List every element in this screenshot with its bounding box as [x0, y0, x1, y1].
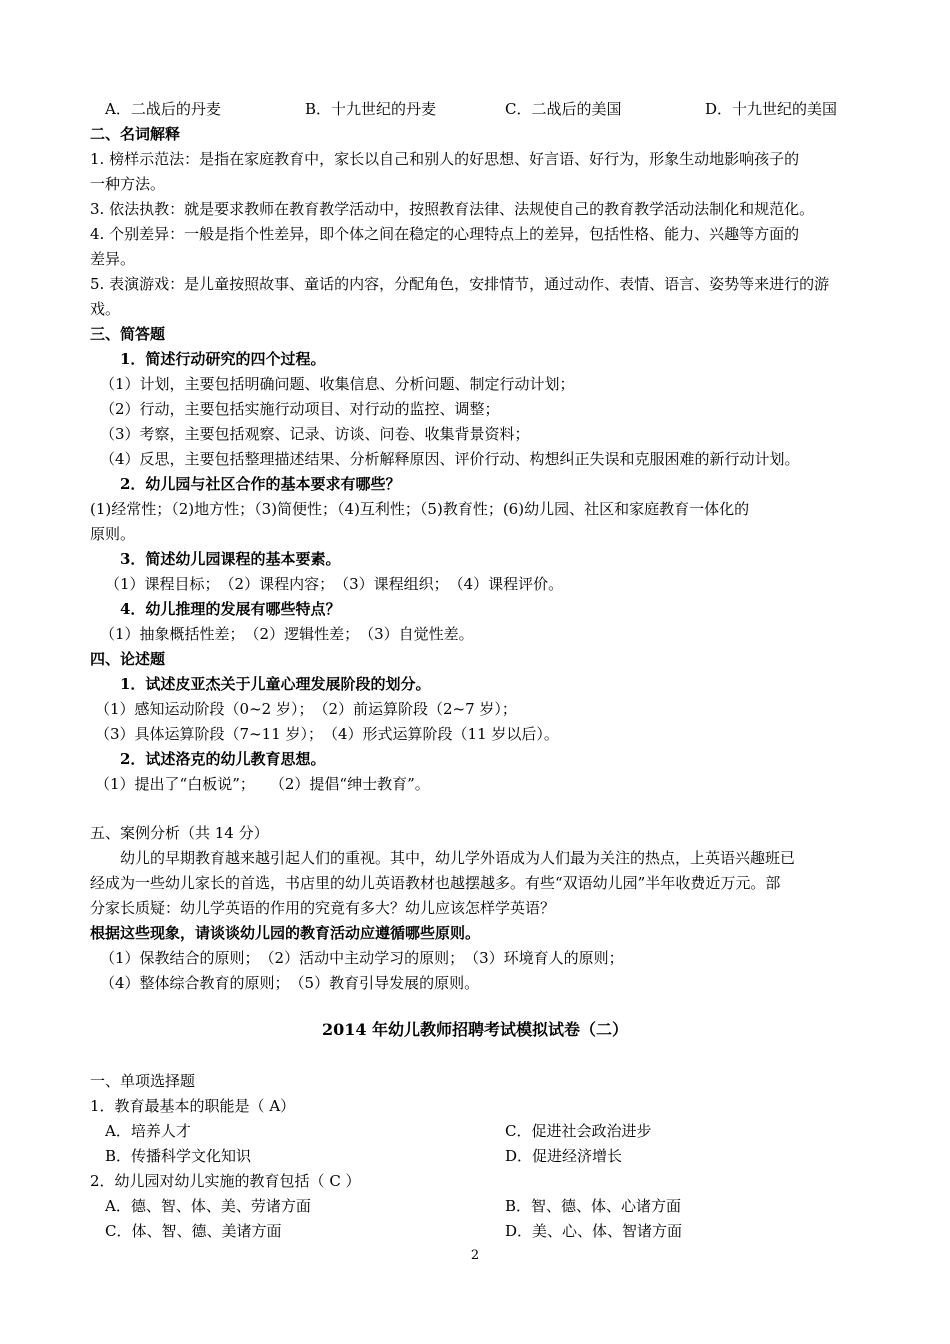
- answer-text: （2）行动，主要包括实施行动项目、对行动的监控、调整；: [100, 400, 500, 418]
- option-c: C．二战后的美国: [505, 100, 622, 118]
- option-d: D．十九世纪的美国: [705, 100, 838, 118]
- option-a: A．二战后的丹麦: [105, 100, 221, 118]
- option-d: D．美、心、体、智诸方面: [505, 1222, 683, 1240]
- option-b: B．传播科学文化知识: [105, 1147, 252, 1165]
- question-text: 1．简述行动研究的四个过程。: [120, 350, 326, 368]
- term-text: 5. 表演游戏：是儿童按照故事、童话的内容，分配角色，安排情节，通过动作、表情、语言、姿势等来进行的游: [90, 275, 830, 293]
- answer-text: （1）课程目标； （2）课程内容； （3）课程组织； （4）课程评价。: [105, 575, 564, 593]
- section-heading: 三、简答题: [90, 325, 166, 343]
- option-d: D．促进经济增长: [505, 1147, 623, 1165]
- answer-text: （1）提出了“白板说”； （2）提倡“绅士教育”。: [95, 775, 430, 793]
- term-text: 3. 依法执教：就是要求教师在教育教学活动中，按照教育法律、法规使自己的教育教学活动法制化和规范化。: [90, 200, 815, 218]
- question-text: 2．幼儿园与社区合作的基本要求有哪些？: [120, 475, 401, 493]
- question-text: 1．试述皮亚杰关于儿童心理发展阶段的划分。: [120, 675, 431, 693]
- answer-text: （1）抽象概括性差； （2）逻辑性差； （3）自觉性差。: [100, 625, 474, 643]
- answer-text: （4）反思，主要包括整理描述结果、分析解释原因、评价行动、构想纠正失误和克服困难的新行动计划。: [100, 450, 800, 468]
- answer-text: （3）具体运算阶段（7~11 岁）； （4）形式运算阶段（11 岁以后）。: [95, 725, 559, 743]
- case-paragraph: 分家长质疑：幼儿学英语的作用的究竟有多大？幼儿应该怎样学英语？: [90, 899, 556, 917]
- case-question: 根据这些现象，请谈谈幼儿园的教育活动应遵循哪些原则。: [90, 924, 481, 942]
- section-heading: 五、案例分析（共 14 分）: [90, 824, 269, 842]
- option-a: A．培养人才: [105, 1122, 191, 1140]
- case-paragraph: 幼儿的早期教育越来越引起人们的重视。其中，幼儿学外语成为人们最为关注的热点，上英语兴趣班已: [120, 849, 796, 867]
- option-b: B．十九世纪的丹麦: [305, 100, 437, 118]
- question-text: 4．幼儿推理的发展有哪些特点？: [120, 600, 341, 618]
- answer-text: (1)经常性；（2)地方性；（3)简便性；（4)互利性；（5)教育性；(6)幼儿园、社区和家庭教育一体化的: [90, 500, 750, 518]
- page-number: 2: [470, 1248, 480, 1263]
- question-text: 2．幼儿园对幼儿实施的教育包括（ C ）: [90, 1172, 361, 1190]
- option-b: B．智、德、体、心诸方面: [505, 1197, 682, 1215]
- case-paragraph: 经成为一些幼儿家长的首选，书店里的幼儿英语教材也越摆越多。有些“双语幼儿园”半年收费近万元。部: [90, 874, 781, 892]
- option-a: A．德、智、体、美、劳诸方面: [105, 1197, 311, 1215]
- term-text: 戏。: [90, 300, 121, 318]
- answer-text: 原则。: [90, 525, 136, 543]
- term-text: 差异。: [90, 250, 136, 268]
- question-text: 2．试述洛克的幼儿教育思想。: [120, 750, 326, 768]
- term-text: 1. 榜样示范法：是指在家庭教育中，家长以自己和别人的好思想、好言语、好行为，形象生动地影响孩子的: [90, 150, 800, 168]
- question-text: 1．教育最基本的职能是（ A）: [90, 1097, 296, 1115]
- term-text: 4. 个别差异：一般是指个性差异，即个体之间在稳定的心理特点上的差异，包括性格、能力、兴趣等方面的: [90, 225, 800, 243]
- term-text: 一种方法。: [90, 175, 166, 193]
- answer-text: （1）计划，主要包括明确问题、收集信息、分析问题、制定行动计划；: [100, 375, 575, 393]
- option-c: C．体、智、德、美诸方面: [105, 1222, 282, 1240]
- answer-text: （3）考察，主要包括观察、记录、访谈、问卷、收集背景资料；: [100, 425, 530, 443]
- answer-text: （4）整体综合教育的原则； （5）教育引导发展的原则。: [100, 974, 480, 992]
- answer-text: （1）感知运动阶段（0~2 岁）； （2）前运算阶段（2~7 岁）；: [95, 700, 517, 718]
- section-heading: 一、单项选择题: [90, 1072, 196, 1090]
- question-text: 3．简述幼儿园课程的基本要素。: [120, 550, 341, 568]
- option-c: C．促进社会政治进步: [505, 1122, 652, 1140]
- answer-text: （1）保教结合的原则； （2）活动中主动学习的原则； （3）环境育人的原则；: [100, 949, 624, 967]
- section-heading: 四、论述题: [90, 650, 166, 668]
- section-heading: 二、名词解释: [90, 125, 181, 143]
- exam-title: 2014 年幼儿教师招聘考试模拟试卷（二）: [321, 1020, 629, 1039]
